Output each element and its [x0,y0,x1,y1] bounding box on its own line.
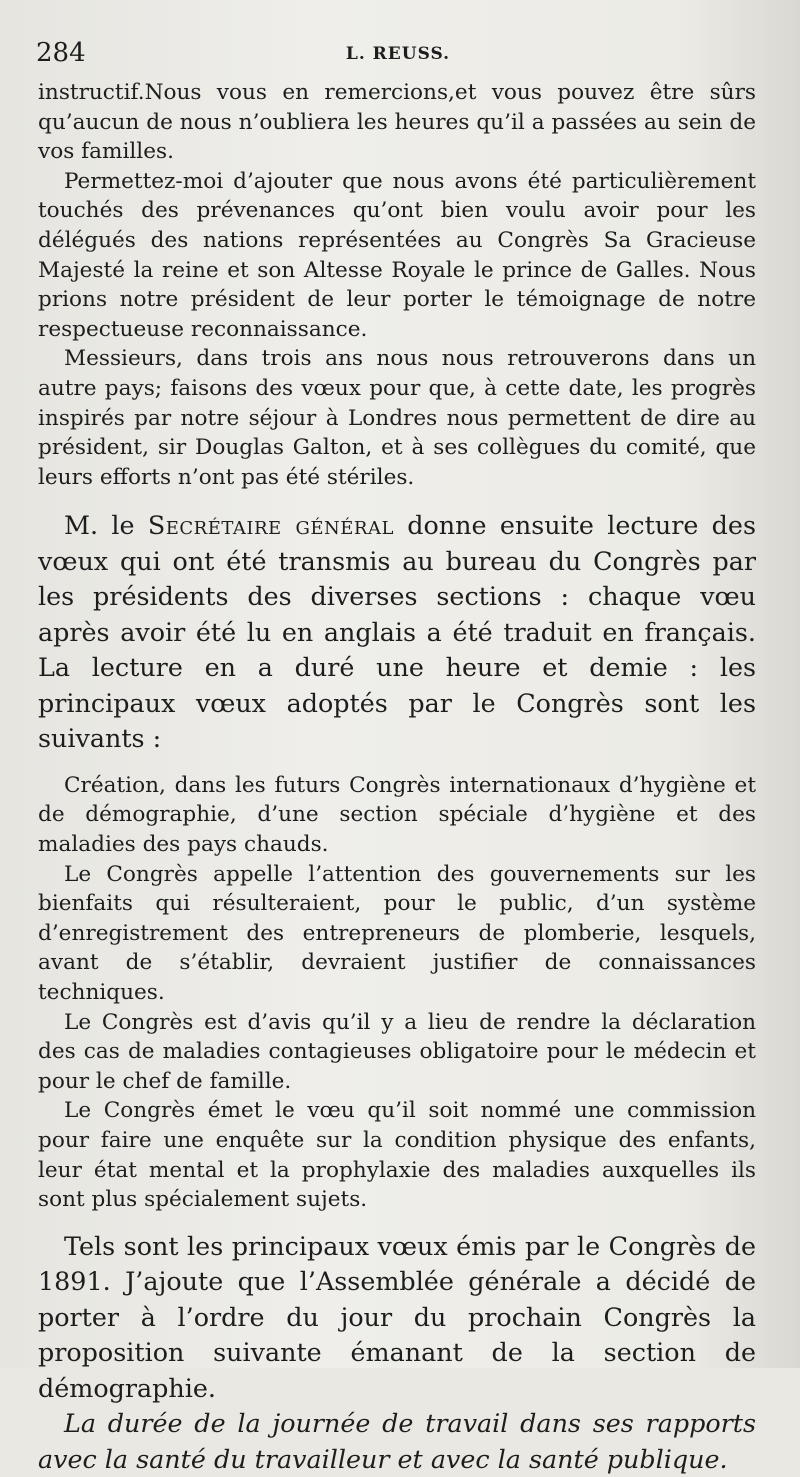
paragraph-text: instructif.Nous vous en remercions,et vous pouvez être sûrs qu’aucun de nous n’oubliera les heures qu’il a passées au sein de vos familles. [38,80,756,165]
paragraph-text: Messieurs, dans trois ans nous nous retrouverons dans un autre pays; faisons des vœux pour que, à cette date, les progrès inspirés par notre séjour à Londres nous permettent de dire au président, sir Douglas Galton, et à ses collègues du comité, que leurs efforts n’ont pas été stériles. [38,346,756,490]
paragraph-next-congress [38,344,756,492]
paragraph-text: donne ensuite lecture des vœux qui ont été transmis au bureau du Congrès par les présidents des diverses sections : chaque vœu après avoir été lu en anglais a été traduit en français. La lecture en a duré une heure et demie : les principaux vœux adoptés par le Congrès sont les suivants : [38,510,756,754]
resolution-text: Le Congrès appelle l’attention des gouvernements sur les bienfaits qui résulteraient, pour le public, d’un système d’enregistrement des entrepreneurs de plomberie, lesquels, avant de s’établir, devraient justifier de connaissances techniques. [38,861,756,1005]
resolution-text: Le Congrès est d’avis qu’il y a lieu de rendre la déclaration des cas de maladies contagieuses obligatoire pour le médecin et pour le chef de famille. [38,1009,756,1094]
page-number: 284 [36,38,86,68]
page-header [36,38,760,72]
paragraph-text: Permettez-moi d’ajouter que nous avons été particulièrement touchés des prévenances qu’ont bien voulu avoir pour les délégués des nations représentées au Congrès Sa Gracieuse Majesté la reine et son Altesse Royale le prince de Galles. Nous prions notre président de leur porter le témoignage de notre respectueuse reconnaissance. [38,168,756,342]
proposition-text: La durée de la journée de travail dans ses rapports avec la santé du travailleur et avec la santé publique. [38,1408,756,1474]
resolution-text: Création, dans les futurs Congrès internationaux d’hygiène et de démographie, d’une section spéciale d’hygiène et des maladies des pays chauds. [38,772,756,857]
resolution-item [38,1096,756,1214]
resolution-item [38,771,756,860]
paragraph-proposition [38,1406,756,1477]
secretary-title: Secrétaire général [147,510,394,541]
paragraph-text: M. le [64,510,148,541]
page-body [38,78,756,1477]
resolution-text: Le Congrès émet le vœu qu’il soit nommé une commission pour faire une enquête sur la condition physique des enfants, leur état mental et la prophylaxie des maladies auxquelles ils sont plus spécialement sujets. [38,1098,756,1213]
paragraph-royal-thanks [38,167,756,345]
paragraph-summary [38,1229,756,1407]
paragraph-secretary-reading [38,508,756,757]
running-head: L. REUSS. [345,44,451,64]
paragraph-text: Tels sont les principaux vœux émis par le Congrès de 1891. J’ajoute que l’Assemblée générale a décidé de porter à l’ordre du jour du prochain Congrès la proposition suivante émanant de la section de démographie. [38,1230,756,1403]
resolution-item [38,1008,756,1097]
paragraph-closing-thanks [38,78,756,167]
resolution-item [38,860,756,1008]
